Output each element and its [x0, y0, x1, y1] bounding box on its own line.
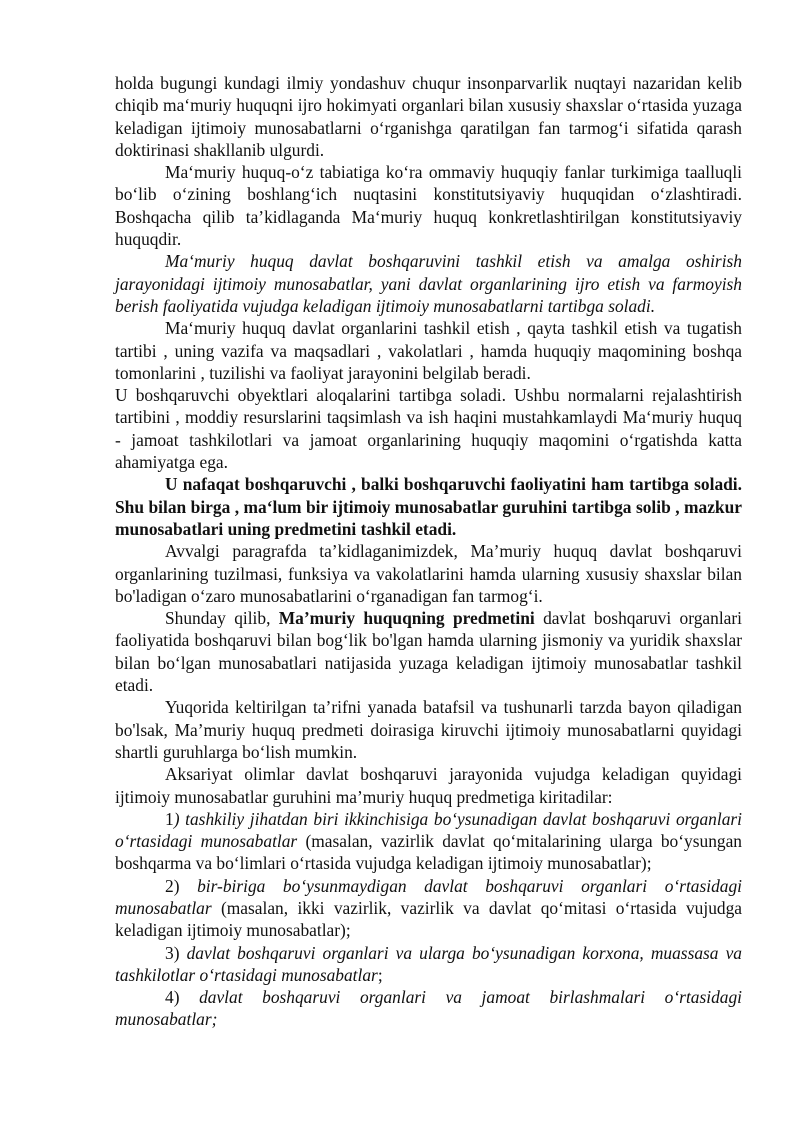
- list-item-2-plain: (masalan, ikki vazirlik, vazirlik va davlat qo‘mitasi o‘rtasida vujudga keladigan ijtimoiy munosabatlar);: [115, 897, 742, 941]
- paragraph-4: Ma‘muriy huquq davlat organlarini tashkil etish , qayta tashkil etish va tugatish tartibi , uning vazifa va maqsadlari , vakolatlari , hamda huquqiy maqomining boshqa tomonlarini , tuzilishi va faoliyat jarayonini belgilab beradi.: [115, 318, 742, 383]
- list-item-2-number: 2): [165, 875, 180, 896]
- document-page: [115, 72, 742, 1031]
- list-item-3-number: 3): [165, 942, 180, 963]
- list-item-3-plain: ;: [377, 964, 383, 985]
- paragraph-10: Aksariyat olimlar davlat boshqaruvi jarayonida vujudga keladigan quyidagi ijtimoiy munosabatlar guruhini ma’muriy huquq predmetiga kiritadilar:: [115, 764, 742, 807]
- paragraph-8: [115, 607, 742, 696]
- paragraph-6-bold: U nafaqat boshqaruvchi , balki boshqaruvchi faoliyatini ham tartibga soladi. Shu bilan birga , ma‘lum bir ijtimoiy munosabatlar guruhini tartibga solib , mazkur munosabatlari uning predmetini tashkil etadi.: [115, 474, 742, 539]
- paragraph-8-bold-term: Ma’muriy huquqning predmetini: [278, 608, 535, 629]
- paragraph-2: Ma‘muriy huquq-o‘z tabiatiga ko‘ra ommaviy huquqiy fanlar turkimiga taalluqli bo‘lib o‘zining boshlang‘ich nuqtasini konstitutsiyaviy huquqidan o‘zlashtiradi. Boshqacha qilib ta’kidlaganda Ma‘muriy huquq konkretlashtirilgan konstitutsiyaviy huquqdir.: [115, 162, 742, 250]
- paragraph-7: Avvalgi paragrafda ta’kidlaganimizdek, Ma’muriy huquq davlat boshqaruvi organlarining tuzilmasi, funksiya va vakolatlarini hamda ularning xususiy shaxslar bilan bo'ladigan o‘zaro munosabatlarini o‘rganadigan fan tarmog‘i.: [115, 541, 742, 606]
- paragraph-5: U boshqaruvchi obyektlari aloqalarini tartibga soladi. Ushbu normalarni rejalashtirish tartibini , moddiy resurslarini taqsimlash va ish haqini mustahkamlaydi Ma‘muriy huquq - jamoat tashkilotlari va jamoat organlarining huquqiy maqomini o‘rgatishda katta ahamiyatga ega.: [115, 385, 742, 473]
- list-item-1-italic: ) tashkiliy jihatdan biri ikkinchisiga bo‘ysunadigan davlat boshqaruvi organlari o‘rtasidagi munosabatlar: [115, 808, 742, 852]
- paragraph-9: Yuqorida keltirilgan ta’rifni yanada batafsil va tushunarli tarzda bayon qiladigan bo'lsak, Ma’muriy huquq predmeti doirasiga kiruvchi ijtimoiy munosabatlarni quyidagi shartli guruhlarga bo‘lish mumkin.: [115, 697, 742, 762]
- list-item-2-italic: bir-biriga bo‘ysunmaydigan davlat boshqaruvi organlari o‘rtasidagi munosabatlar: [115, 875, 742, 918]
- list-item-3: [115, 942, 742, 987]
- list-item-1-plain: (masalan, vazirlik davlat qo‘mitalarining ularga bo‘ysungan boshqarma va bo‘limlari o‘rtasida vujudga keladigan ijtimoiy munosabatlar);: [115, 831, 742, 874]
- list-item-4: [115, 986, 742, 1031]
- list-item-3-italic: davlat boshqaruvi organlari va ularga bo‘ysunadigan korxona, muassasa va tashkilotlar o‘rtasidagi munosabatlar: [115, 942, 742, 985]
- paragraph-8-lead: Shunday qilib,: [165, 608, 279, 629]
- list-item-2: [115, 875, 742, 942]
- paragraph-3-definition: Ma‘muriy huquq davlat boshqaruvini tashkil etish va amalga oshirish jarayonidagi ijtimoiy munosabatlar, yani davlat organlarining ijro etish va farmoyish berish faoliyatida vujudga keladigan ijtimoiy munosabatlarni tartibga soladi.: [115, 251, 742, 316]
- list-item-1-number: 1: [165, 808, 174, 829]
- list-item-1: [115, 808, 742, 875]
- paragraph-1: holda bugungi kundagi ilmiy yondashuv chuqur insonparvarlik nuqtayi nazaridan kelib chiqib ma‘muriy huquqni ijro hokimyati organlari bilan xususiy shaxslar o‘rtasida yuzaga keladigan ijtimoiy munosabatlarni o‘rganishga qaratilgan fan tarmog‘i sifatida qarash doktirinasi shakllanib ulgurdi.: [115, 73, 742, 160]
- list-item-4-italic: davlat boshqaruvi organlari va jamoat birlashmalari o‘rtasidagi munosabatlar;: [115, 987, 742, 1030]
- list-item-4-number: 4): [165, 987, 180, 1008]
- paragraph-8-rest: davlat boshqaruvi organlari faoliyatida boshqaruvi bilan bog‘lik bo'lgan hamda ularning jismoniy va yuridik shaxslar bilan bo‘lgan munosabatlari natijasida yuzaga keladigan ijtimoiy munosabatlar tashkil etadi.: [115, 608, 742, 696]
